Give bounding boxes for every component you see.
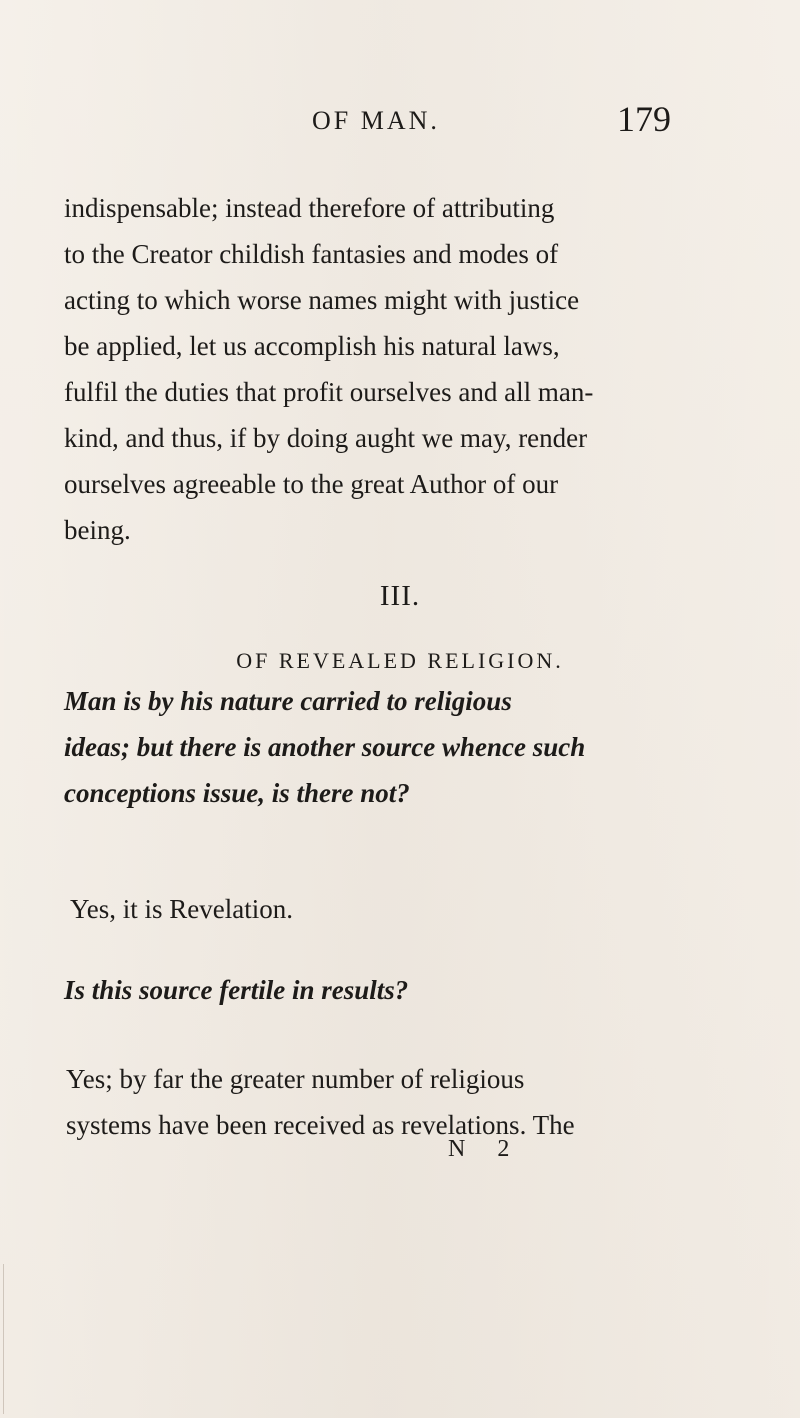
- question-line: ideas; but there is another source whence such: [64, 732, 586, 762]
- answer-1: Yes, it is Revelation.: [70, 894, 294, 924]
- section-number: III.: [379, 580, 421, 612]
- question-1: [64, 678, 704, 816]
- page-number: 179: [617, 99, 671, 139]
- page-header: [0, 98, 800, 148]
- page-edge-line: [3, 1264, 4, 1414]
- paragraph-line: kind, and thus, if by doing aught we may, render: [64, 423, 588, 453]
- running-title: OF MAN.: [312, 106, 440, 135]
- answer-2: [66, 1056, 706, 1148]
- paragraph-line: ourselves agreeable to the great Author of our: [64, 469, 559, 499]
- question-2: Is this source fertile in results?: [64, 975, 409, 1005]
- paragraph-line: indispensable; instead therefore of attributing: [64, 193, 555, 223]
- answer-line: Yes; by far the greater number of religious: [66, 1064, 525, 1094]
- opening-paragraph: [64, 185, 704, 553]
- section-title: OF REVEALED RELIGION.: [236, 648, 564, 673]
- printer-signature-mark: N 2: [448, 1136, 523, 1162]
- paragraph-line: being.: [64, 515, 131, 545]
- paragraph-line: fulfil the duties that profit ourselves and all man-: [64, 377, 594, 407]
- paragraph-line: acting to which worse names might with justice: [64, 285, 580, 315]
- question-line: Man is by his nature carried to religious: [64, 686, 512, 716]
- paragraph-line: to the Creator childish fantasies and modes of: [64, 239, 559, 269]
- paragraph-line: be applied, let us accomplish his natural laws,: [64, 331, 560, 361]
- question-line: conceptions issue, is there not?: [64, 778, 410, 808]
- answer-line: systems have been received as revelations. The: [66, 1110, 575, 1140]
